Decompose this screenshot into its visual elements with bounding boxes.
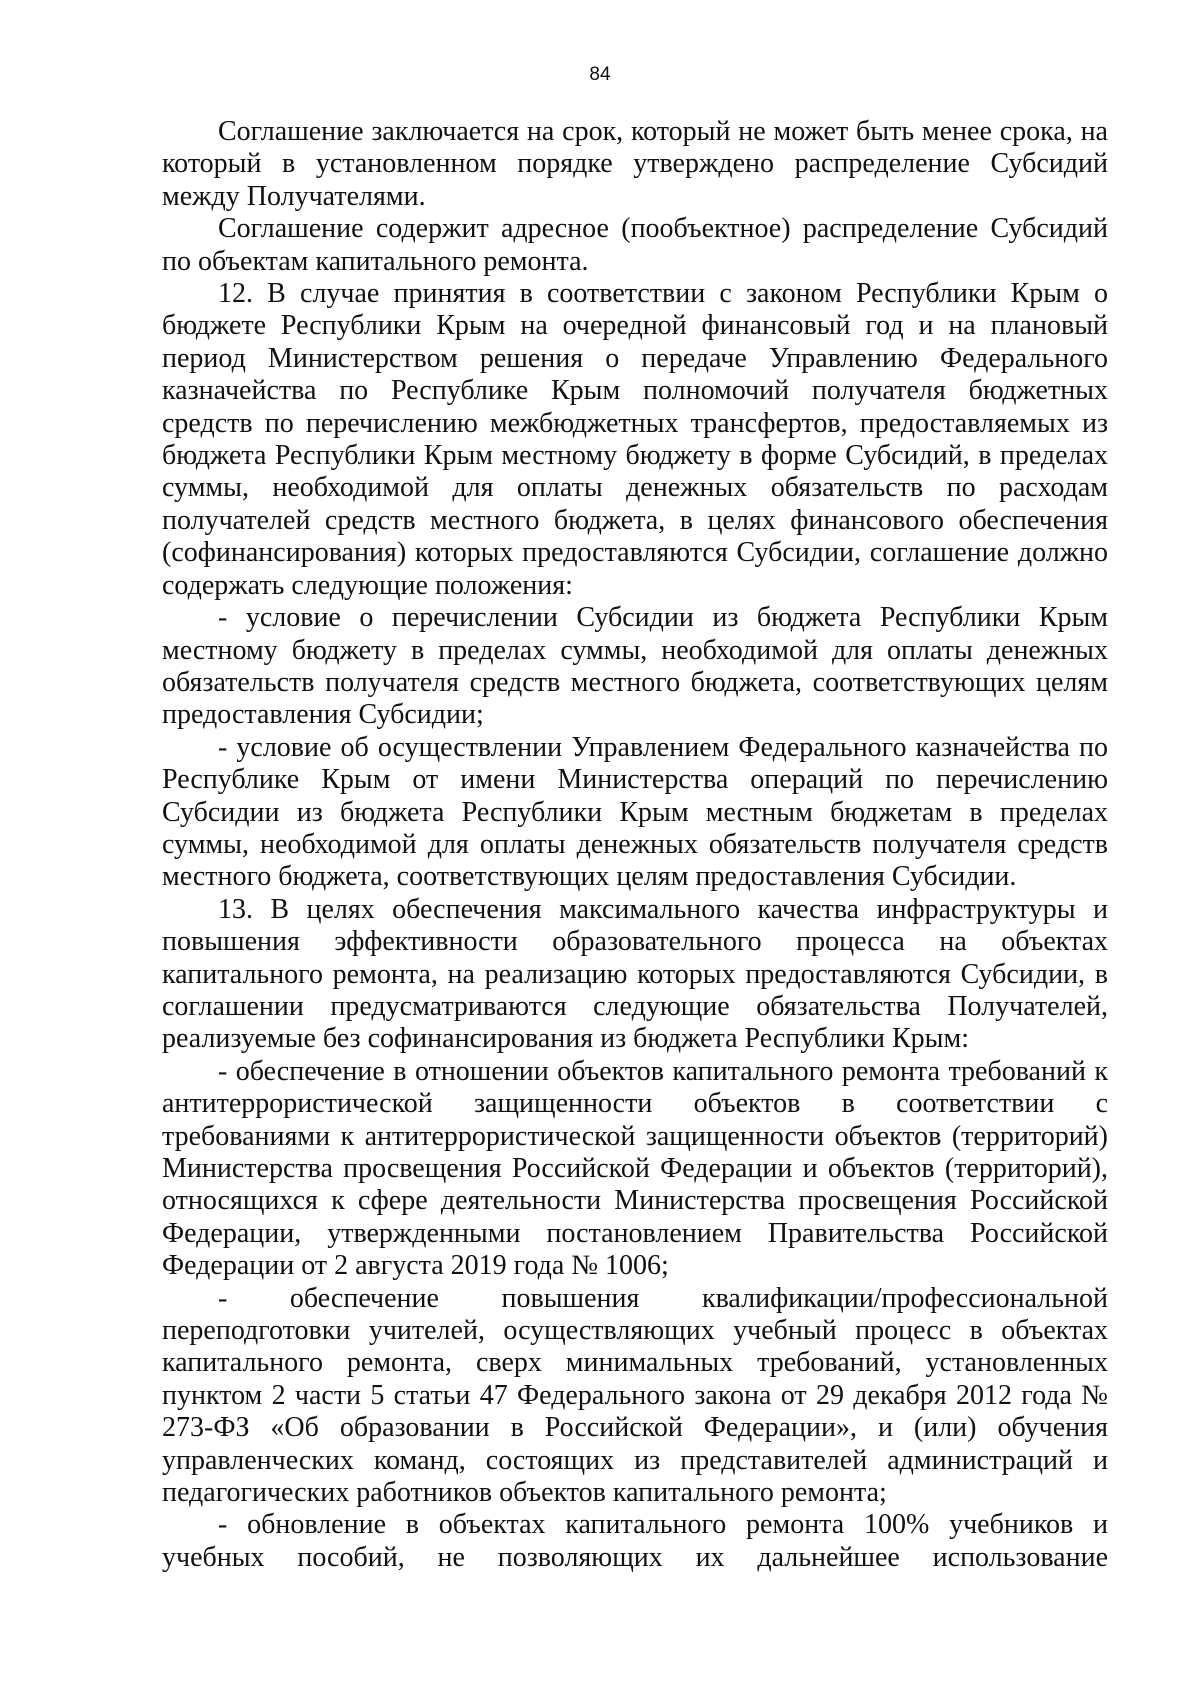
- paragraph-item-12-condition-treasury: - условие об осуществлении Управлением Федерального казначейства по Республике Крым от имени Министерства операций по перечислению Субсидии из бюджета Республики Крым местным бюджетам в пределах суммы, необходимой для оплаты денежных обязательств получателя средств местного бюджета, соответствующих целям предоставления Субсидии.: [162, 731, 1108, 893]
- paragraph-agreement-distribution: Соглашение содержит адресное (пообъектное) распределение Субсидий по объектам капитального ремонта.: [162, 213, 1108, 277]
- paragraph-item-13: 13. В целях обеспечения максимального качества инфраструктуры и повышения эффективности образовательного процесса на объектах капитального ремонта, на реализацию которых предоставляются Субсидии, в соглашении предусматриваются следующие обязательства Получателей, реализуемые без софинансирования из бюджета Республики Крым:: [162, 893, 1108, 1055]
- paragraph-item-12: 12. В случае принятия в соответствии с законом Республики Крым о бюджете Республики Крым на очередной финансовый год и на плановый период Министерством решения о передаче Управлению Федерального казначейства по Республике Крым полномочий получателя бюджетных средств по перечислению межбюджетных трансфертов, предоставляемых из бюджета Республики Крым местному бюджету в форме Субсидий, в пределах суммы, необходимой для оплаты денежных обязательств по расходам получателей средств местного бюджета, в целях финансового обеспечения (софинансирования) которых предоставляются Субсидии, соглашение должно содержать следующие положения:: [162, 278, 1108, 601]
- paragraph-item-13-antiterrorism: - обеспечение в отношении объектов капитального ремонта требований к антитеррористической защищенности объектов в соответствии с требованиями к антитеррористической защищенности объектов (территорий) Министерства просвещения Российской Федерации и объектов (территорий), относящихся к сфере деятельности Министерства просвещения Российской Федерации, утвержденными постановлением Правительства Российской Федерации от 2 августа 2019 года № 1006;: [162, 1055, 1108, 1282]
- paragraph-item-13-teacher-training: - обеспечение повышения квалификации/профессиональной переподготовки учителей, осуществляющих учебный процесс в объектах капитального ремонта, сверх минимальных требований, установленных пунктом 2 части 5 статьи 47 Федерального закона от 29 декабря 2012 года № 273-ФЗ «Об образовании в Российской Федерации», и (или) обучения управленческих команд, состоящих из представителей администраций и педагогических работников объектов капитального ремонта;: [162, 1282, 1108, 1509]
- paragraph-item-13-textbooks: - обновление в объектах капитального ремонта 100% учебников и учебных пособий, не позволяющих их дальнейшее использование: [162, 1509, 1108, 1573]
- document-body: [162, 116, 1108, 1574]
- paragraph-agreement-term: Соглашение заключается на срок, который не может быть менее срока, на который в установленном порядке утверждено распределение Субсидий между Получателями.: [162, 116, 1108, 212]
- paragraph-item-12-condition-transfer: - условие о перечислении Субсидии из бюджета Республики Крым местному бюджету в пределах суммы, необходимой для оплаты денежных обязательств получателя средств местного бюджета, соответствующих целям предоставления Субсидии;: [162, 602, 1108, 731]
- page-number: 84: [589, 64, 611, 85]
